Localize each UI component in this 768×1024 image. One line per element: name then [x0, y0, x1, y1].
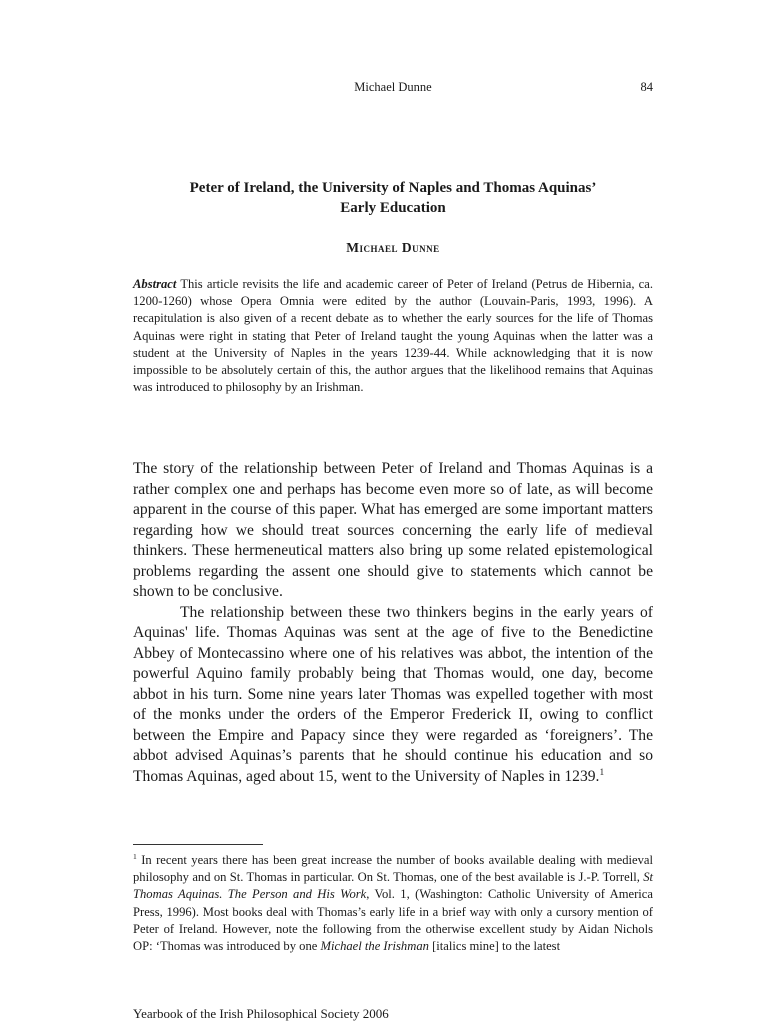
- footnote-italic-title: St Thomas Aquinas. The Person and His Work: [133, 870, 653, 902]
- running-head-author: Michael Dunne: [354, 80, 432, 94]
- body-paragraph-1: The story of the relationship between Peter of Ireland and Thomas Aquinas is a rather complex one and perhaps has become even more so of late, as will become apparent in the course of this paper. What has emerged are some important matters regarding how we should treat sources concerning the early life of medieval thinkers. These hermeneutical matters also bring up some related epistemological problems regarding the assent one should give to statements which cannot be shown to be conclusive.: [133, 460, 653, 600]
- footnote-rule: [133, 844, 263, 845]
- article-title: [133, 178, 653, 218]
- footnote-text-part-1: In recent years there has been great increase the number of books available dealing with medieval philosophy and on St. Thomas in particular. On St. Thomas, one of the best available is J.-P. Torrell,: [133, 853, 653, 885]
- abstract-label: Abstract: [133, 277, 177, 291]
- running-head: [133, 80, 653, 98]
- abstract-text: This article revisits the life and academic career of Peter of Ireland (Petrus de Hibernia, ca. 1200-1260) whose Opera Omnia were edited by the author (Louvain-Paris, 1993, 1996). A recapitulation is also given of a recent debate as to whether the early sources for the life of Thomas Aquinas were right in stating that Peter of Ireland taught the young Aquinas when the latter was a student at the University of Naples in the years 1239-44. While acknowledging that it is now impossible to be absolutely certain of this, the author argues that the likelihood remains that Aquinas was introduced to philosophy by an Irishman.: [133, 277, 653, 395]
- footnote-text-part-3: [italics mine] to the latest: [428, 939, 561, 954]
- abstract: [133, 276, 653, 396]
- footnote-reference[interactable]: 1: [599, 767, 605, 778]
- footnote-italic-name: Michael the Irishman: [320, 939, 429, 954]
- body-paragraph-2-text: The relationship between these two thinkers begins in the early years of Aquinas' life. Thomas Aquinas was sent at the age of five to the Benedictine Abbey of Montecassino where one of his relatives was abbot, the intention of the powerful Aquino family probably being that Thomas would, one day, become abbot in his turn. Some nine years later Thomas was expelled together with most of the monks under the orders of the Emperor Frederick II, owing to conflict between the Empire and Papacy since they were regarded as ‘foreigners’. The abbot advised Aquinas’s parents that he should continue his education and so Thomas Aquinas, aged about 15, went to the University of Naples in 1239.: [133, 603, 653, 785]
- running-footer: Yearbook of the Irish Philosophical Society 2006: [133, 1006, 389, 1021]
- footnote-text-part-2: , Vol. 1, (Washington: Catholic University of America Press, 1996). Most books deal with Thomas’s early life in a brief way with only a cursory mention of Peter of Ireland. However, note the following from the otherwise excellent study by Aidan Nichols OP: ‘Thomas was introduced by one: [133, 887, 653, 954]
- footnote-marker: 1: [133, 851, 137, 861]
- footnote-1: [133, 852, 653, 955]
- article-title-line-2: Early Education: [340, 200, 446, 216]
- body-text: [133, 459, 653, 787]
- page-number: 84: [640, 80, 653, 94]
- author-byline: Michael Dunne: [346, 240, 440, 255]
- body-paragraph-2: [133, 603, 653, 788]
- article-title-line-1: Peter of Ireland, the University of Naples and Thomas Aquinas’: [189, 180, 597, 196]
